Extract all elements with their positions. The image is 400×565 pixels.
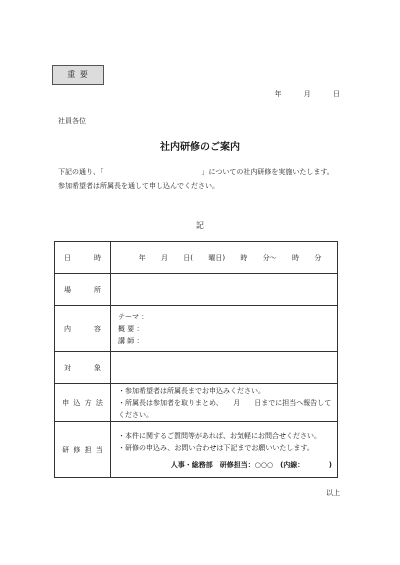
contact-line-1: ・本件に関するご質問等があれば、お気軽にお問合せください。 xyxy=(118,431,321,440)
schedule-part: 月 xyxy=(160,253,168,262)
row-apply xyxy=(55,384,338,422)
document-title: 社内研修のご案内 xyxy=(160,142,240,153)
label-char: 方 xyxy=(84,398,92,407)
label-target xyxy=(55,352,111,384)
row-target xyxy=(55,352,338,384)
label-char: 所 xyxy=(94,285,101,294)
content-theme: テーマ ： xyxy=(118,312,149,321)
label-char: 容 xyxy=(94,324,101,333)
label-char: 法 xyxy=(95,398,103,407)
date-month: 月 xyxy=(303,90,311,98)
label-char: 場 xyxy=(64,285,71,294)
content-lecturer: 講 師 ： xyxy=(118,336,144,345)
intro-line-1: 下記の通り、「 」についての社内研修を実施いたします。 xyxy=(58,168,334,176)
intro-line-2: 参加希望者は所属長を通して申し込んでください。 xyxy=(58,182,219,190)
date-day: 日 xyxy=(333,90,340,98)
recipient: 社員各位 xyxy=(58,117,86,125)
date-line xyxy=(255,89,340,99)
row-contact xyxy=(55,422,338,478)
schedule-part: 時 xyxy=(240,253,248,262)
row-datetime xyxy=(55,242,338,274)
schedule-part: 曜日) xyxy=(208,253,226,262)
schedule-part: 分〜 xyxy=(262,253,277,262)
label-place xyxy=(55,274,111,306)
label-apply xyxy=(55,384,111,422)
label-char: 内 xyxy=(64,324,71,333)
label-contact xyxy=(55,422,111,478)
label-char: 象 xyxy=(94,363,101,372)
closing-mark: 以上 xyxy=(326,489,340,497)
importance-stamp: 重 要 xyxy=(52,65,104,85)
ki-heading: 記 xyxy=(196,221,204,230)
row-place xyxy=(55,274,338,306)
label-content xyxy=(55,306,111,352)
row-content xyxy=(55,306,338,352)
value-contact xyxy=(111,422,338,478)
contact-department: 人事・総務部 研修担当：○○○ (内線： ) xyxy=(170,460,332,469)
value-apply xyxy=(111,384,338,422)
label-char: 込 xyxy=(73,398,81,407)
label-char: 修 xyxy=(73,445,81,454)
schedule-part: 日( xyxy=(183,253,194,262)
details-table xyxy=(54,241,338,478)
value-target[interactable] xyxy=(111,352,338,384)
value-content[interactable] xyxy=(111,306,338,352)
schedule-part: 分 xyxy=(314,253,322,262)
contact-line-2: ・研修の申込み、お問い合わせは下記までお願いいたします。 xyxy=(118,443,314,452)
label-char: 研 xyxy=(62,445,70,454)
label-char: 日 xyxy=(64,253,71,262)
value-datetime[interactable] xyxy=(111,242,338,274)
content-summary: 概 要 ： xyxy=(118,324,144,333)
label-char: 対 xyxy=(64,363,71,372)
label-char: 時 xyxy=(94,253,101,262)
label-char: 申 xyxy=(62,398,70,407)
apply-line-1: ・参加希望者は所属長までお申込みください。 xyxy=(118,386,265,395)
value-place[interactable] xyxy=(111,274,338,306)
schedule-part: 時 xyxy=(292,253,299,262)
label-datetime xyxy=(55,242,111,274)
label-char: 当 xyxy=(95,445,103,454)
schedule-part: 年 xyxy=(138,253,146,262)
apply-line-2: ・所属長は参加者を取りまとめ、 月 日までに担当へ報告してください。 xyxy=(118,398,332,419)
label-char: 担 xyxy=(84,445,92,454)
date-year: 年 xyxy=(274,90,282,98)
